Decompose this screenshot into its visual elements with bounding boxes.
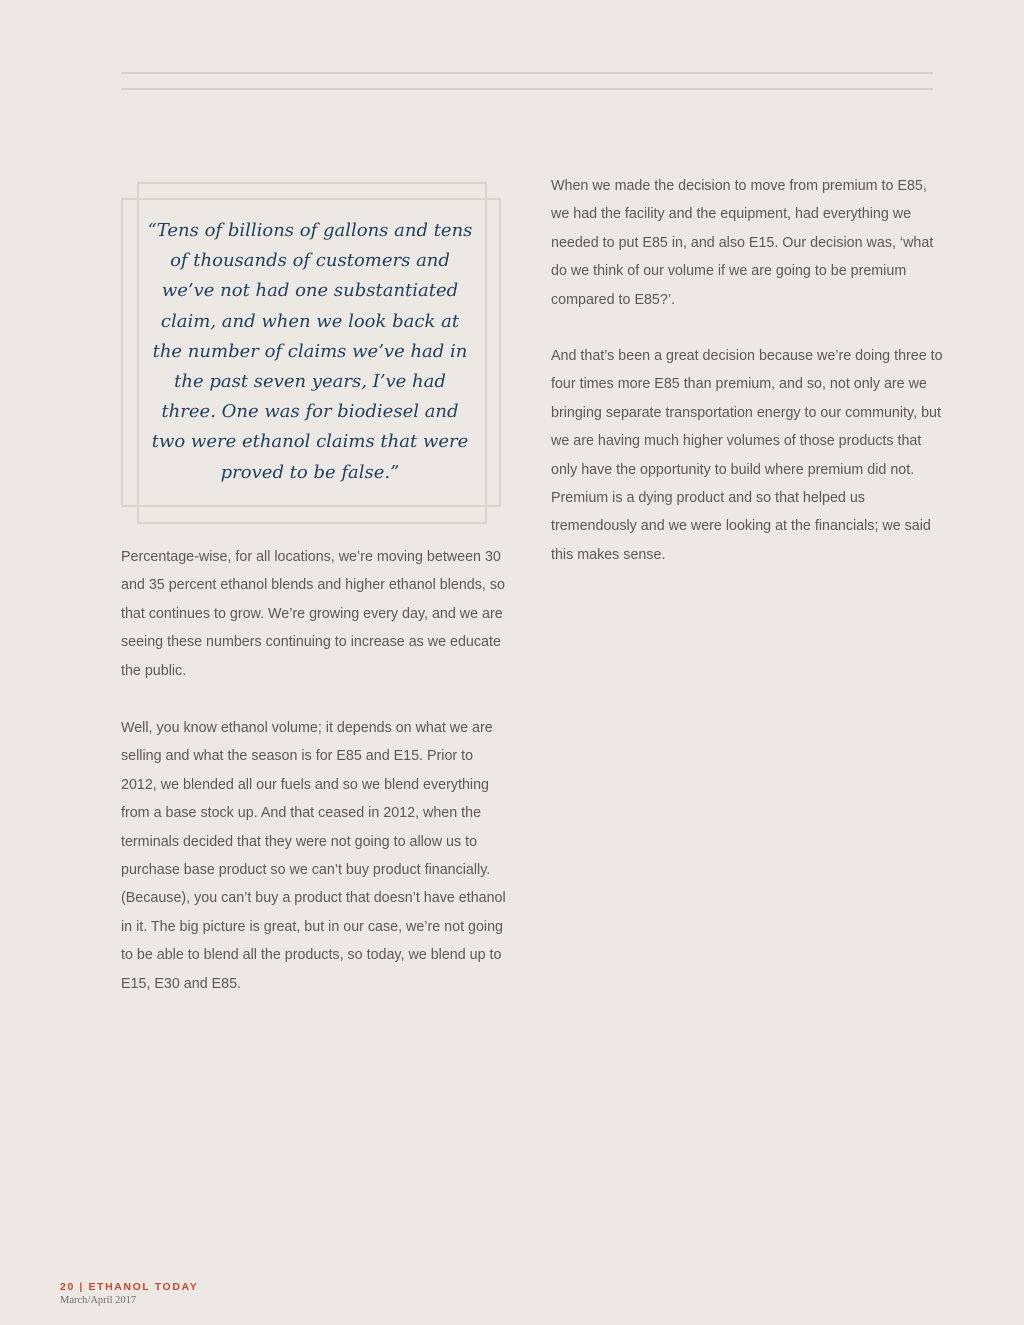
right-column-paragraph-1: When we made the decision to move from premium to E85, we had the facility and the equipment, had everything we needed to put E85 in, and also E15. Our decision was, ‘what do we think of our volume if we are going to be premium compared to E85?’. — [551, 178, 934, 308]
footer-issue-date: March/April 2017 — [60, 1295, 137, 1306]
footer-page-label: 20 | ETHANOL TODAY — [60, 1281, 199, 1293]
pull-quote-text: “Tens of billions of gallons and tens of thousands of customers and we’ve not had one substantiated claim, and when we look back at the number of claims we’ve had in the past seven years, I’ve had three. One was for biodiesel and two were ethanol claims that were proved to be false.” — [147, 220, 473, 483]
left-column-paragraph-1: Percentage-wise, for all locations, we’re moving between 30 and 35 percent ethanol blends and higher ethanol blends, so that continues to grow. We’re growing every day, and we are seeing these numbers continuing to increase as we educate the public. — [121, 549, 505, 679]
pull-quote-box — [121, 182, 501, 522]
header-rule-bottom — [121, 88, 933, 90]
left-column-paragraph-2: Well, you know ethanol volume; it depends on what we are selling and what the season is for E85 and E15. Prior to 2012, we blended all our fuels and so we blend everything from a base stock up. And that ceased in 2012, when the terminals decided that they were not going to allow us to purchase base product so we can’t buy product financially. (Because), you can’t buy a product that doesn’t have ethanol in it. The big picture is great, but in our case, we’re not going to be able to blend all the products, so today, we blend up to E15, E30 and E85. — [121, 720, 506, 992]
page-footer — [60, 1280, 198, 1308]
header-rule-top — [121, 72, 933, 74]
right-column-paragraph-2: And that’s been a great decision because we’re doing three to four times more E85 than premium, and so, not only are we bringing separate transportation energy to our community, but we are having much higher volumes of those products that only have the opportunity to build where premium did not. Premium is a dying product and so that helped us tremendously and we were looking at the financials; we said this makes sense. — [551, 348, 943, 563]
